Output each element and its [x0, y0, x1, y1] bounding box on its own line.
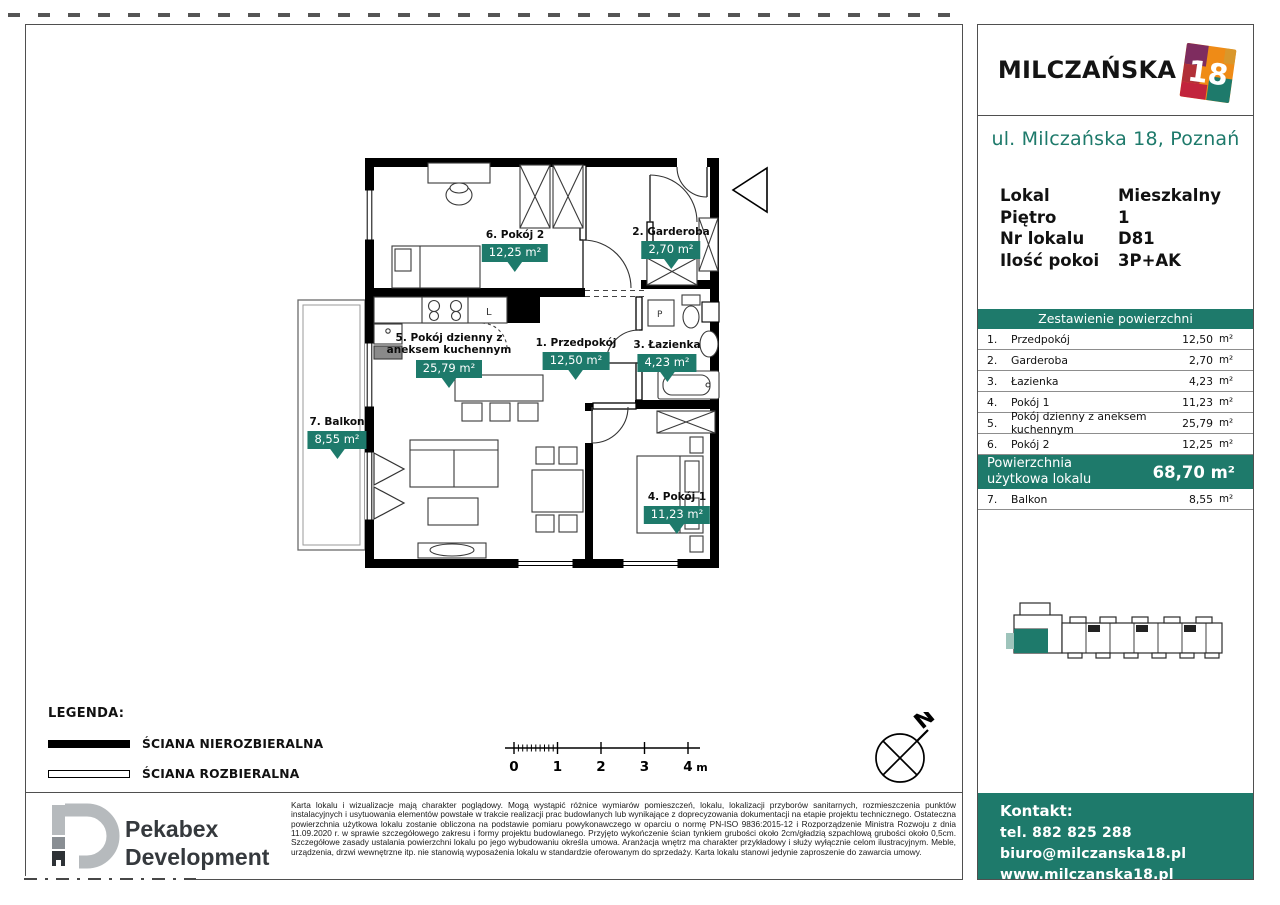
- entrance-arrow-icon: [733, 168, 767, 212]
- trim-dashed-line: [8, 13, 958, 17]
- room-label-pokoj2: 6. Pokój 2 12,25 m²: [482, 229, 548, 272]
- table-row: 4. Pokój 1 11,23 m²: [978, 392, 1253, 413]
- north-label: N: [909, 712, 940, 735]
- furniture-living: [410, 440, 583, 558]
- area-badge: 12,50 m²: [543, 352, 609, 370]
- developer-name-line1: Pekabex: [125, 816, 219, 842]
- brand-name: MILCZAŃSKA: [997, 56, 1177, 84]
- label-pointer: [568, 369, 584, 380]
- scale-tick-0: 0: [509, 759, 519, 775]
- room-label-pokoj-dzienny: 5. Pokój dzienny z aneksem kuchennym 25,79 m²: [386, 332, 512, 388]
- label-pointer: [441, 377, 457, 388]
- north-arrow-icon: [864, 712, 944, 796]
- room-label-przedpokoj: 1. Przedpokój 12,50 m²: [536, 337, 617, 380]
- highlighted-unit: [1014, 629, 1048, 653]
- footer-divider-line: [25, 792, 963, 793]
- dashdot-border: [24, 876, 196, 882]
- hollow-wall-swatch: [48, 770, 130, 778]
- legend-item-hollow-wall: ŚCIANA ROZBIERALNA: [48, 767, 323, 781]
- contact-website: www.milczanska18.pl: [1000, 867, 1174, 883]
- washer-label: P: [657, 310, 663, 320]
- area-badge: 25,79 m²: [416, 360, 482, 378]
- room-label-balkon: 7. Balkon 8,55 m²: [307, 416, 366, 459]
- label-pointer: [507, 261, 523, 272]
- info-row-pietro: Piętro 1: [1000, 207, 1130, 227]
- info-row-ilosc-pokoi: Ilość pokoi 3P+AK: [1000, 250, 1181, 270]
- address: ul. Milczańska 18, Poznań: [991, 128, 1240, 150]
- room-label-garderoba: 2. Garderoba 2,70 m²: [632, 226, 709, 269]
- table-row: 5. Pokój dzienny z aneksem kuchennym 25,79 m²: [978, 413, 1253, 434]
- info-row-nr-lokalu: Nr lokalu D81: [1000, 229, 1155, 248]
- area-badge: 4,23 m²: [637, 354, 696, 372]
- area-table: [978, 309, 1253, 510]
- table-row-balkon: 7. Balkon 8,55 m²: [978, 489, 1253, 510]
- label-pointer: [663, 258, 679, 269]
- balcony-door: [374, 453, 404, 519]
- table-row: 1. Przedpokój 12,50 m²: [978, 329, 1253, 350]
- legend-title: LEGENDA:: [48, 706, 125, 721]
- total-area-value: 68,70 m²: [1152, 462, 1235, 482]
- brand-header: [978, 25, 1253, 116]
- disclaimer-text: Karta lokalu i wizualizacje mają charakter poglądowy. Mogą wystąpić różnice wymiarów pomieszczeń, lokalu, lokalizacji przyborów sanitarnych, rozmieszczenia punktów instalacyjnych i usytuowania elementów powstałe w trakcie realizacji prac budowlanych lub wynikające z doprecyzowania dokumentacji na etapie projektu technicznego. Ostateczna powierzchnia użytkowa lokalu zostanie obliczona na podstawie pomiaru powykonawczego w oparciu o normę PN-ISO 9836:2015-12 i Rozporządzenie Ministra Rozwoju z dnia 11.09.2020 r. w sprawie szczegółowego zakresu i formy projektu budowlanego. Przyjęto wykończenie ścian tynkiem grubości około 2cm/gładzią szpachlową grubości około 0,5cm. Szczegółowe zasady ustalania powierzchni lokalu po jego wybudowaniu określa umowa. Aranżacja wnętrz ma charakter przykładowy i służy wyłącznie celom ilustracyjnym. Meble, urządzenia, drzwi wewnętrzne itp. nie stanowią wyposażenia lokalu w standardzie oferowanym do sprzedaży. Karta lokalu stanowi jedynie zaproszenie do zawarcia umowy.: [291, 800, 956, 857]
- contact-block: [978, 793, 1253, 883]
- table-row: 6. Pokój 2 12,25 m²: [978, 434, 1253, 455]
- legend: [48, 706, 323, 781]
- solid-wall-swatch: [48, 740, 130, 748]
- table-row: 3. Łazienka 4,23 m²: [978, 371, 1253, 392]
- scale-tick-3: 3: [639, 759, 650, 775]
- room-label-lazienka: 3. Łazienka 4,23 m²: [633, 339, 700, 382]
- brand-logo-icon: 18: [1180, 43, 1237, 103]
- contact-email: biuro@milczanska18.pl: [1000, 846, 1187, 862]
- contact-title: Kontakt:: [1000, 802, 1073, 820]
- area-table-title: Zestawienie powierzchni: [978, 309, 1253, 329]
- area-badge: 8,55 m²: [307, 431, 366, 449]
- area-badge: 2,70 m²: [641, 241, 700, 259]
- developer-name-line2: Development: [125, 844, 270, 870]
- contact-phone: tel. 882 825 288: [1000, 825, 1132, 841]
- scale-tick-2: 2: [596, 759, 606, 775]
- table-row: 2. Garderoba 2,70 m²: [978, 350, 1253, 371]
- label-pointer: [659, 371, 675, 382]
- area-badge: 11,23 m²: [644, 506, 710, 524]
- fridge-label: L: [486, 307, 492, 318]
- scale-tick-1: 1: [552, 759, 563, 775]
- legend-item-solid-wall: ŚCIANA NIEROZBIERALNA: [48, 737, 323, 751]
- scale-bar: [500, 737, 712, 783]
- info-panel: [977, 24, 1254, 883]
- scale-tick-4: 4: [683, 759, 693, 775]
- info-row-lokal: Lokal Mieszkalny: [1000, 186, 1221, 205]
- room-label-pokoj1: 4. Pokój 1 11,23 m²: [644, 491, 710, 534]
- unit-info: [1000, 185, 1221, 271]
- building-location-map: [978, 595, 1253, 673]
- developer-logo: [35, 799, 285, 879]
- scale-unit: m: [696, 761, 708, 774]
- total-area-row: Powierzchnia użytkowa lokalu 68,70 m²: [978, 455, 1253, 489]
- area-badge: 12,25 m²: [482, 244, 548, 262]
- floor-plan: [270, 140, 770, 600]
- label-pointer: [669, 523, 685, 534]
- label-pointer: [329, 448, 345, 459]
